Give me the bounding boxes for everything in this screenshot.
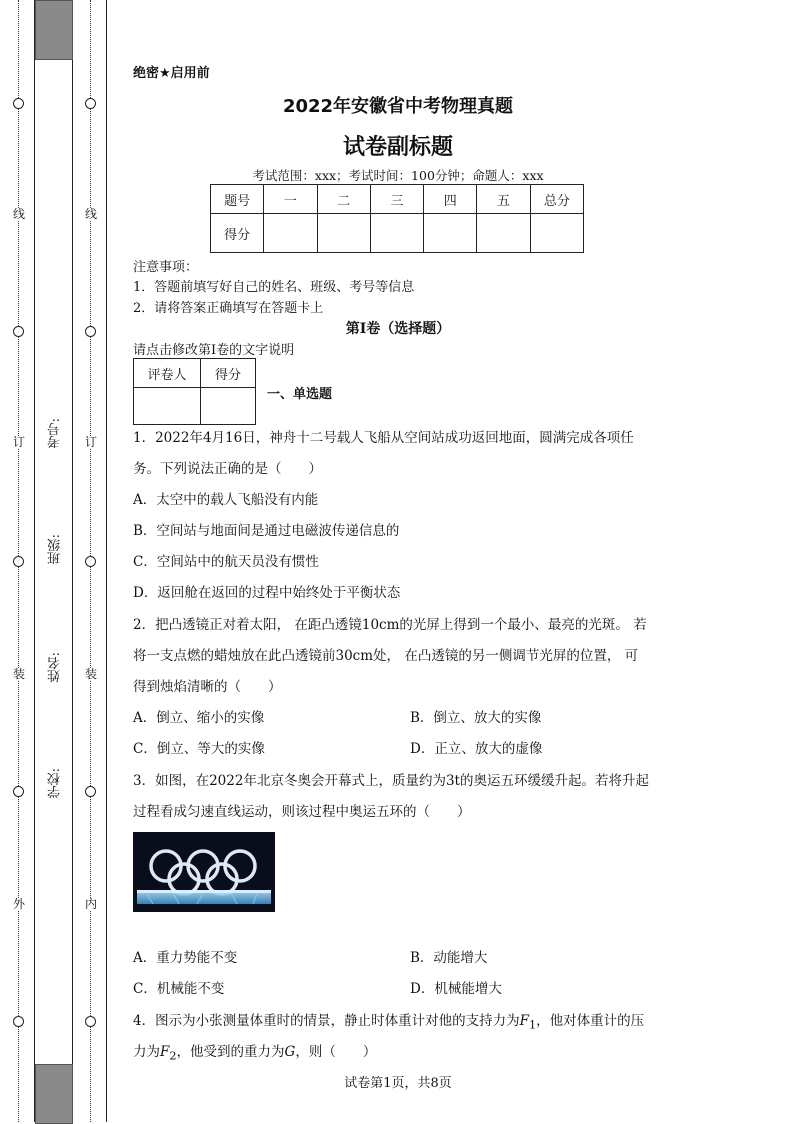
question-3-option-c[interactable]: C．机械能不变	[133, 981, 225, 997]
question-3-option-b[interactable]: B．动能增大	[410, 950, 488, 966]
score-header-cell: 题号	[211, 185, 264, 214]
olympic-rings-photo	[133, 832, 275, 912]
score-cell[interactable]	[530, 214, 583, 253]
question-2-line: 得到烛焰清晰的（ ）	[133, 679, 282, 695]
exam-number-label: 考号:	[48, 418, 63, 449]
question-1-option-a[interactable]: A．太空中的载人飞船没有内能	[133, 492, 319, 508]
question-1-line: 1．2022年4月16日，神舟十二号载人飞船从空间站成功返回地面，圆满完成各项任	[133, 430, 634, 446]
score-header-cell: 三	[370, 185, 423, 214]
exam-subtitle: 试卷副标题	[342, 135, 453, 160]
margin-circle	[85, 786, 96, 797]
page-footer: 试卷第1页，共8页	[344, 1076, 452, 1091]
question-2-line: 将一支点燃的蜡烛放在此凸透镜前30cm处， 在凸透镜的另一侧调节光屏的位置， 可	[133, 648, 639, 664]
score-cell[interactable]	[317, 214, 370, 253]
margin-char-zhuang: 装	[12, 667, 25, 681]
margin-char-ding: 订	[12, 435, 25, 449]
question-1-line: 务。下列说法正确的是（ ）	[133, 461, 322, 477]
question-4-line	[133, 1037, 376, 1072]
question-1-option-b[interactable]: B．空间站与地面间是通过电磁波传递信息的	[133, 523, 400, 539]
margin-circle	[13, 556, 24, 567]
question-2-option-c[interactable]: C．倒立、等大的实像	[133, 741, 265, 757]
score-cell[interactable]	[264, 214, 317, 253]
question-1-option-d[interactable]: D．返回舱在返回的过程中始终处于平衡状态	[133, 585, 401, 601]
school-label: 学校:	[48, 768, 63, 799]
score-row-label: 得分	[211, 214, 264, 253]
question-2-option-a[interactable]: A．倒立、缩小的实像	[133, 710, 265, 726]
margin-circle	[13, 1016, 24, 1027]
margin-rule-right	[106, 0, 107, 1122]
margin-char-nei: 内	[84, 897, 97, 911]
margin-char-xian: 线	[12, 207, 25, 221]
section-single-choice: 一、单选题	[267, 387, 333, 402]
question-1-option-c[interactable]: C．空间站中的航天员没有惯性	[133, 554, 319, 570]
grader-header-row	[134, 359, 256, 388]
question-2-line: 2．把凸透镜正对着太阳， 在距凸透镜10cm的光屏上得到一个最小、最亮的光斑。 若	[133, 617, 647, 633]
margin-circle	[85, 556, 96, 567]
name-label: 姓名:	[48, 652, 63, 683]
margin-circle	[85, 98, 96, 109]
margin-circle	[85, 326, 96, 337]
notice-item: 1．答题前填写好自己的姓名、班级、考号等信息	[133, 280, 415, 295]
margin-char-ding-inner: 订	[84, 435, 97, 449]
part1-description: 请点击修改第I卷的文字说明	[133, 343, 295, 358]
score-header-cell: 二	[317, 185, 370, 214]
margin-char-wai: 外	[12, 897, 25, 911]
grader-cell[interactable]	[201, 388, 256, 425]
exam-info: 考试范围：xxx；考试时间：100分钟；命题人：xxx	[252, 168, 544, 183]
gravity-g-symbol: G	[284, 1044, 296, 1060]
score-header-cell: 四	[424, 185, 477, 214]
score-header-cell: 总分	[530, 185, 583, 214]
question-4-text: ，他对体重计的压	[536, 1013, 645, 1029]
score-table	[210, 184, 584, 253]
margin-char-xian-inner: 线	[84, 207, 97, 221]
score-cell[interactable]	[477, 214, 530, 253]
score-cell[interactable]	[424, 214, 477, 253]
question-2-option-b[interactable]: B．倒立、放大的实像	[410, 710, 542, 726]
question-4-text: 力为	[133, 1044, 160, 1060]
margin-circle	[13, 326, 24, 337]
notice-item: 2．请将答案正确填写在答题卡上	[133, 301, 324, 316]
force-f2-subscript: 2	[169, 1049, 177, 1063]
grader-row	[134, 388, 256, 425]
question-4-line	[133, 1006, 644, 1041]
question-3-line: 3．如图，在2022年北京冬奥会开幕式上，质量约为3t的奥运五环缓缓升起。若将升起	[133, 773, 649, 789]
question-2-option-d[interactable]: D．正立、放大的虚像	[410, 741, 543, 757]
score-header-cell: 五	[477, 185, 530, 214]
question-3-line: 过程看成匀速直线运动，则该过程中奥运五环的（ ）	[133, 804, 471, 820]
score-table-row	[211, 214, 584, 253]
margin-gray-block-bottom	[35, 1064, 73, 1124]
question-3-option-a[interactable]: A．重力势能不变	[133, 950, 238, 966]
secret-mark: 绝密★启用前	[133, 66, 210, 81]
grader-cell[interactable]	[134, 388, 201, 425]
notice-title: 注意事项：	[133, 260, 199, 275]
part1-title: 第I卷（选择题）	[345, 321, 451, 337]
margin-circle	[85, 1016, 96, 1027]
score-cell[interactable]	[370, 214, 423, 253]
question-4-text: 4．图示为小张测量体重时的情景，静止时体重计对他的支持力为	[133, 1013, 520, 1029]
grader-table	[133, 358, 256, 425]
margin-circle	[13, 786, 24, 797]
question-3-option-d[interactable]: D．机械能增大	[410, 981, 502, 997]
olympic-rings-illustration	[133, 832, 275, 912]
margin-rule-mid	[72, 0, 73, 1122]
margin-rule-left	[34, 0, 35, 1122]
grader-header-cell: 评卷人	[134, 359, 201, 388]
margin-gray-block-top	[35, 0, 73, 60]
exam-title: 2022年安徽省中考物理真题	[282, 96, 514, 117]
margin-char-zhuang-inner: 装	[84, 667, 97, 681]
force-f1-symbol: F	[519, 1013, 529, 1029]
question-4-text: ，则（ ）	[295, 1044, 377, 1060]
score-header-cell: 一	[264, 185, 317, 214]
grader-header-cell: 得分	[201, 359, 256, 388]
binding-margin	[0, 0, 108, 1122]
force-f1-subscript: 1	[528, 1018, 537, 1032]
margin-circle	[13, 98, 24, 109]
question-4-text: ，他受到的重力为	[176, 1044, 285, 1060]
force-f2-symbol: F	[160, 1044, 170, 1060]
class-label: 班级:	[48, 534, 63, 565]
score-table-header-row	[211, 185, 584, 214]
